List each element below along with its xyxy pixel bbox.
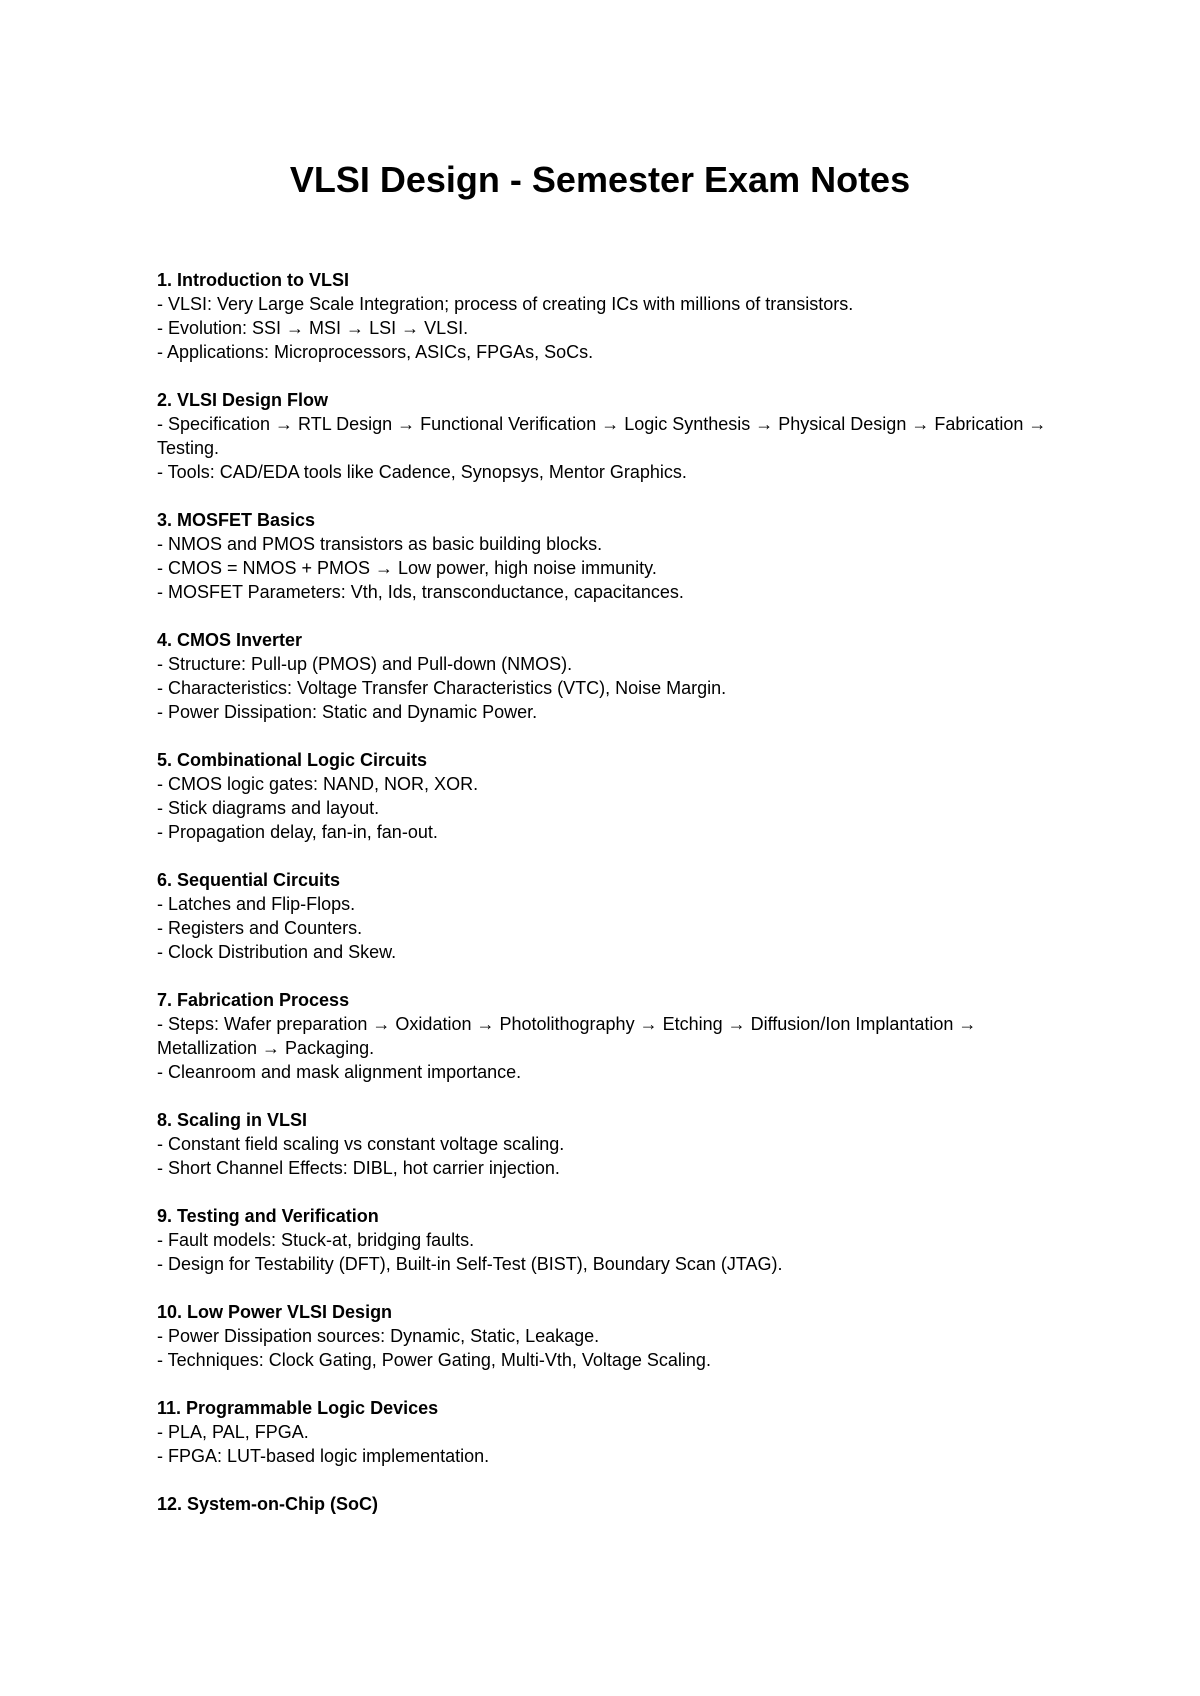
bullet-item: - Power Dissipation sources: Dynamic, Static, Leakage. <box>157 1326 600 1346</box>
bullet-item: - Specification → RTL Design → Functional Verification → Logic Synthesis → Physical Design → Fabrication → Testing. <box>157 414 1047 458</box>
section-10 <box>157 1300 1057 1372</box>
section-heading: 9. Testing and Verification <box>157 1206 379 1226</box>
section-heading: 4. CMOS Inverter <box>157 630 303 650</box>
bullet-item: - CMOS = NMOS + PMOS → Low power, high noise immunity. <box>157 558 657 578</box>
bullet-list <box>157 292 1057 364</box>
bullet-item: - Propagation delay, fan-in, fan-out. <box>157 822 438 842</box>
bullet-item: - Steps: Wafer preparation → Oxidation → Photolithography → Etching → Diffusion/Ion Implantation → Metallization → Packaging. <box>157 1014 977 1058</box>
bullet-list <box>157 652 1057 724</box>
bullet-item: - Cleanroom and mask alignment importance. <box>157 1062 522 1082</box>
bullet-item: - CMOS logic gates: NAND, NOR, XOR. <box>157 774 479 794</box>
bullet-list <box>157 532 1057 604</box>
bullet-item: - FPGA: LUT-based logic implementation. <box>157 1446 490 1466</box>
section-8 <box>157 1108 1057 1180</box>
section-7 <box>157 988 1057 1084</box>
section-heading: 7. Fabrication Process <box>157 990 350 1010</box>
section-heading: 2. VLSI Design Flow <box>157 390 329 410</box>
section-heading: 12. System-on-Chip (SoC) <box>157 1494 379 1514</box>
section-12 <box>157 1492 1057 1516</box>
bullet-item: - Characteristics: Voltage Transfer Characteristics (VTC), Noise Margin. <box>157 678 727 698</box>
section-heading: 3. MOSFET Basics <box>157 510 316 530</box>
bullet-item: - Stick diagrams and layout. <box>157 798 380 818</box>
section-6 <box>157 868 1057 964</box>
bullet-item: - Techniques: Clock Gating, Power Gating, Multi-Vth, Voltage Scaling. <box>157 1350 711 1370</box>
bullet-list <box>157 772 1057 844</box>
bullet-list <box>157 892 1057 964</box>
bullet-item: - PLA, PAL, FPGA. <box>157 1422 309 1442</box>
section-11 <box>157 1396 1057 1468</box>
section-5 <box>157 748 1057 844</box>
section-9 <box>157 1204 1057 1276</box>
bullet-item: - Registers and Counters. <box>157 918 363 938</box>
bullet-item: - Latches and Flip-Flops. <box>157 894 356 914</box>
section-heading: 1. Introduction to VLSI <box>157 270 349 290</box>
bullet-item: - Power Dissipation: Static and Dynamic Power. <box>157 702 538 722</box>
bullet-item: - MOSFET Parameters: Vth, Ids, transconductance, capacitances. <box>157 582 684 602</box>
bullet-item: - NMOS and PMOS transistors as basic building blocks. <box>157 534 603 554</box>
bullet-item: - VLSI: Very Large Scale Integration; process of creating ICs with millions of transistors. <box>157 294 854 314</box>
bullet-item: - Applications: Microprocessors, ASICs, FPGAs, SoCs. <box>157 342 594 362</box>
bullet-list <box>157 1324 1057 1372</box>
document-title: VLSI Design - Semester Exam Notes <box>289 159 911 200</box>
bullet-item: - Short Channel Effects: DIBL, hot carrier injection. <box>157 1158 560 1178</box>
bullet-item: - Fault models: Stuck-at, bridging faults. <box>157 1230 475 1250</box>
section-1 <box>157 268 1057 364</box>
section-3 <box>157 508 1057 604</box>
bullet-item: - Tools: CAD/EDA tools like Cadence, Synopsys, Mentor Graphics. <box>157 462 687 482</box>
section-heading: 8. Scaling in VLSI <box>157 1110 308 1130</box>
bullet-item: - Design for Testability (DFT), Built-in Self-Test (BIST), Boundary Scan (JTAG). <box>157 1254 783 1274</box>
bullet-item: - Evolution: SSI → MSI → LSI → VLSI. <box>157 318 469 338</box>
bullet-item: - Clock Distribution and Skew. <box>157 942 397 962</box>
section-heading: 5. Combinational Logic Circuits <box>157 750 428 770</box>
bullet-list <box>157 1132 1057 1180</box>
section-heading: 10. Low Power VLSI Design <box>157 1302 393 1322</box>
section-heading: 11. Programmable Logic Devices <box>157 1398 439 1418</box>
section-list <box>157 268 1057 1540</box>
section-heading: 6. Sequential Circuits <box>157 870 341 890</box>
section-4 <box>157 628 1057 724</box>
bullet-list <box>157 1012 1057 1084</box>
bullet-item: - Structure: Pull-up (PMOS) and Pull-down (NMOS). <box>157 654 573 674</box>
bullet-item: - Constant field scaling vs constant voltage scaling. <box>157 1134 565 1154</box>
bullet-list <box>157 1228 1057 1276</box>
bullet-list <box>157 1420 1057 1468</box>
bullet-list <box>157 412 1057 484</box>
section-2 <box>157 388 1057 484</box>
